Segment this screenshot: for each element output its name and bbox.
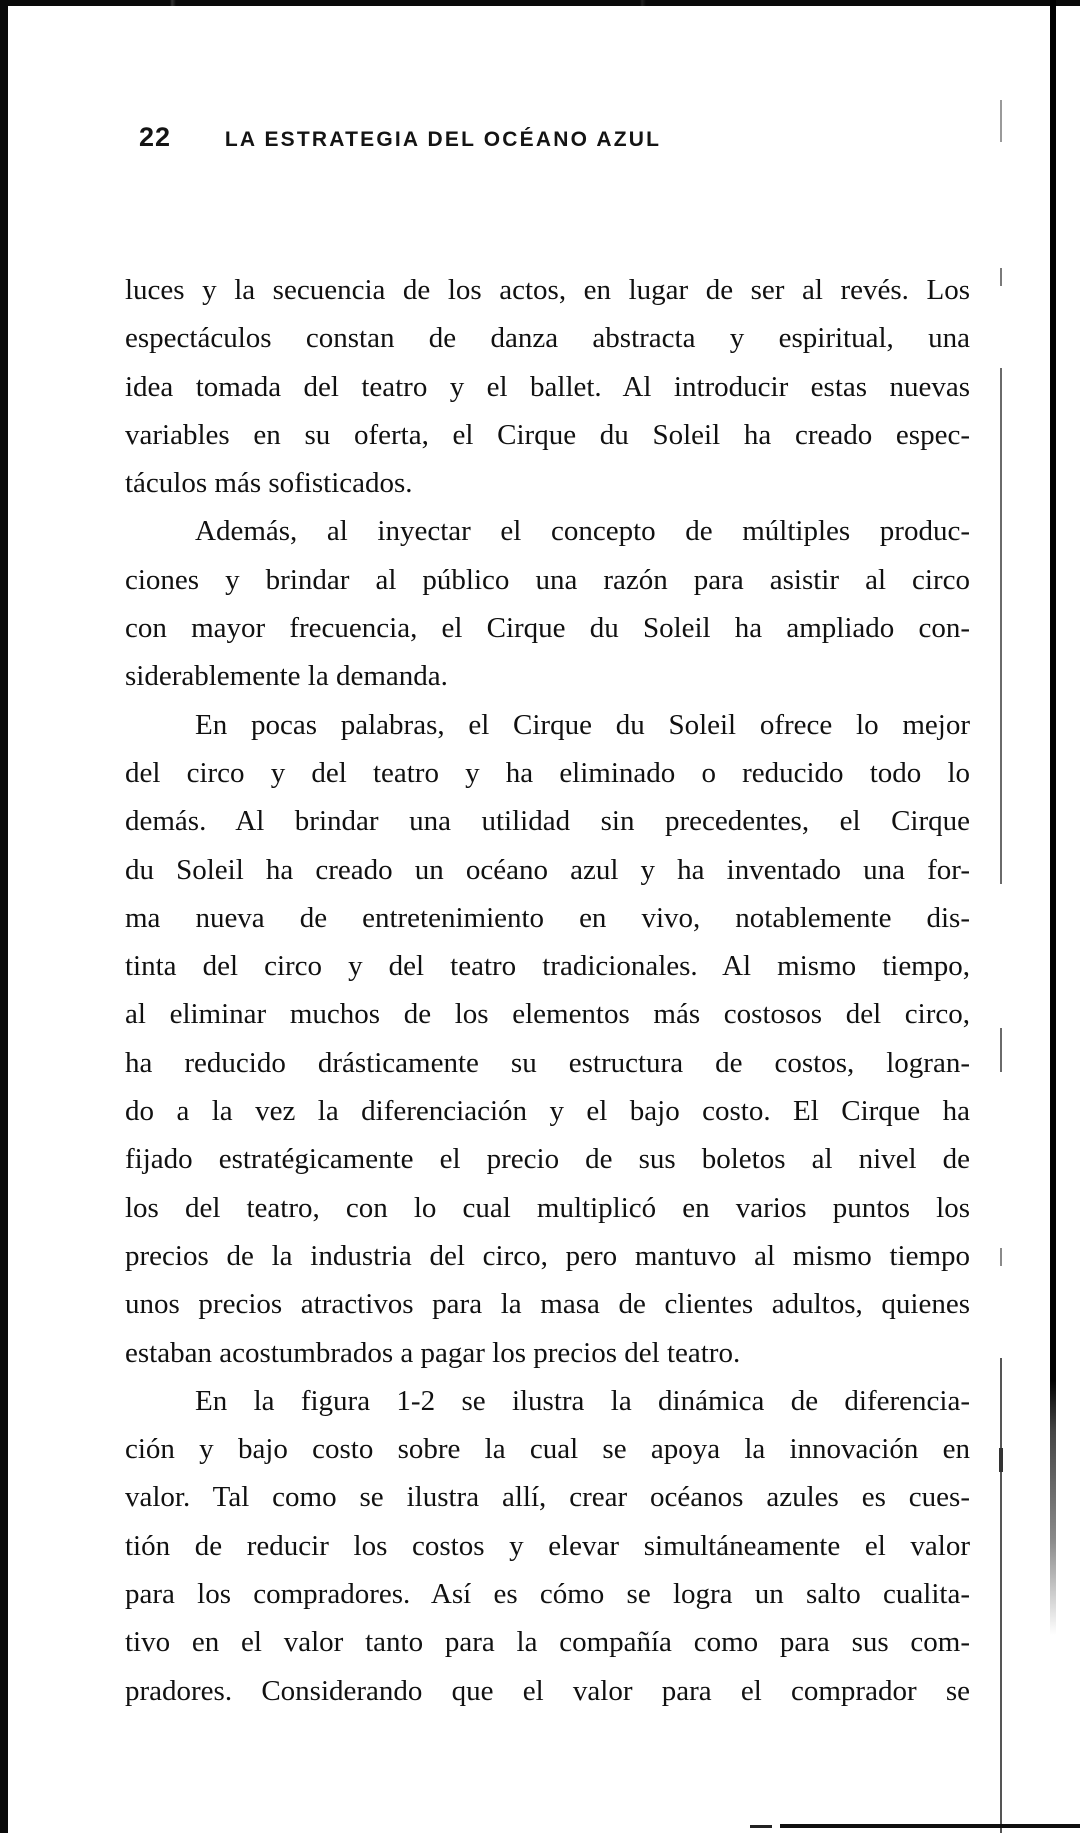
- text-line: En pocas palabras, el Cirque du Soleil ofrece lo mejor: [195, 708, 970, 741]
- text-line: espectáculos constan de danza abstracta y espiritual, una: [125, 322, 970, 355]
- text-line: precios de la industria del circo, pero mantuvo al mismo tiempo: [125, 1239, 970, 1272]
- scan-rule-bottom-dash: [750, 1825, 772, 1828]
- text-line: En la figura 1-2 se ilustra la dinámica de diferencia-: [195, 1384, 970, 1417]
- scan-rule-bottom: [780, 1824, 1080, 1828]
- text-line: ciones y brindar al público una razón para asistir al circo: [125, 563, 970, 596]
- text-line: al eliminar muchos de los elementos más costosos del circo,: [125, 998, 970, 1031]
- text-line: ma nueva de entretenimiento en vivo, notablemente dis-: [125, 901, 970, 934]
- text-line: con mayor frecuencia, el Cirque du Soleil ha ampliado con-: [125, 612, 970, 645]
- running-header: LA ESTRATEGIA DEL OCÉANO AZUL: [224, 128, 662, 151]
- body-text: [125, 266, 970, 1715]
- scan-line-right-thin: [1000, 100, 1002, 142]
- scan-border-left: [0, 0, 8, 1833]
- text-line: valor. Tal como se ilustra allí, crear océanos azules es cues-: [125, 1481, 970, 1514]
- scan-border-top: [0, 0, 1080, 6]
- text-line: du Soleil ha creado un océano azul y ha inventado una for-: [125, 853, 970, 886]
- text-line: variables en su oferta, el Cirque du Soleil ha creado espec-: [125, 418, 970, 451]
- text-line: tión de reducir los costos y elevar simultáneamente el valor: [125, 1529, 970, 1562]
- text-line: Además, al inyectar el concepto de múltiples produc-: [195, 515, 970, 548]
- text-line: unos precios atractivos para la masa de clientes adultos, quienes: [125, 1288, 970, 1321]
- scan-line-right-thin: [1000, 1248, 1002, 1266]
- text-line: tivo en el valor tanto para la compañía como para sus com-: [125, 1626, 970, 1659]
- text-line: do a la vez la diferenciación y el bajo costo. El Cirque ha: [125, 1095, 970, 1128]
- scan-line-right-thin: [1000, 1028, 1002, 1072]
- text-line: fijado estratégicamente el precio de sus boletos al nivel de: [125, 1143, 970, 1176]
- text-line: pradores. Considerando que el valor para el comprador se: [125, 1674, 970, 1707]
- text-line: para los compradores. Así es cómo se logra un salto cualita-: [125, 1578, 970, 1611]
- page-number: 22: [139, 122, 172, 152]
- scan-line-right-thin: [1000, 368, 1002, 884]
- text-line: siderablemente la demanda.: [125, 660, 448, 693]
- text-line: tinta del circo y del teatro tradicionales. Al mismo tiempo,: [125, 950, 970, 983]
- scan-line-right-thin: [1000, 268, 1002, 286]
- scan-line-right-thin: [999, 1448, 1003, 1472]
- text-line: ción y bajo costo sobre la cual se apoya la innovación en: [125, 1433, 970, 1466]
- text-line: ha reducido drásticamente su estructura de costos, logran-: [125, 1046, 970, 1079]
- text-line: idea tomada del teatro y el ballet. Al introducir estas nuevas: [125, 370, 970, 403]
- text-line: táculos más sofisticados.: [125, 467, 413, 500]
- scan-line-right-thick: [1050, 0, 1056, 1640]
- text-line: los del teatro, con lo cual multiplicó en varios puntos los: [125, 1191, 970, 1224]
- text-line: estaban acostumbrados a pagar los precios del teatro.: [125, 1336, 741, 1369]
- text-line: luces y la secuencia de los actos, en lugar de ser al revés. Los: [125, 274, 970, 306]
- scan-line-right-thin: [1000, 1358, 1002, 1833]
- text-line: demás. Al brindar una utilidad sin precedentes, el Cirque: [125, 805, 970, 838]
- text-line: del circo y del teatro y ha eliminado o reducido todo lo: [125, 756, 970, 789]
